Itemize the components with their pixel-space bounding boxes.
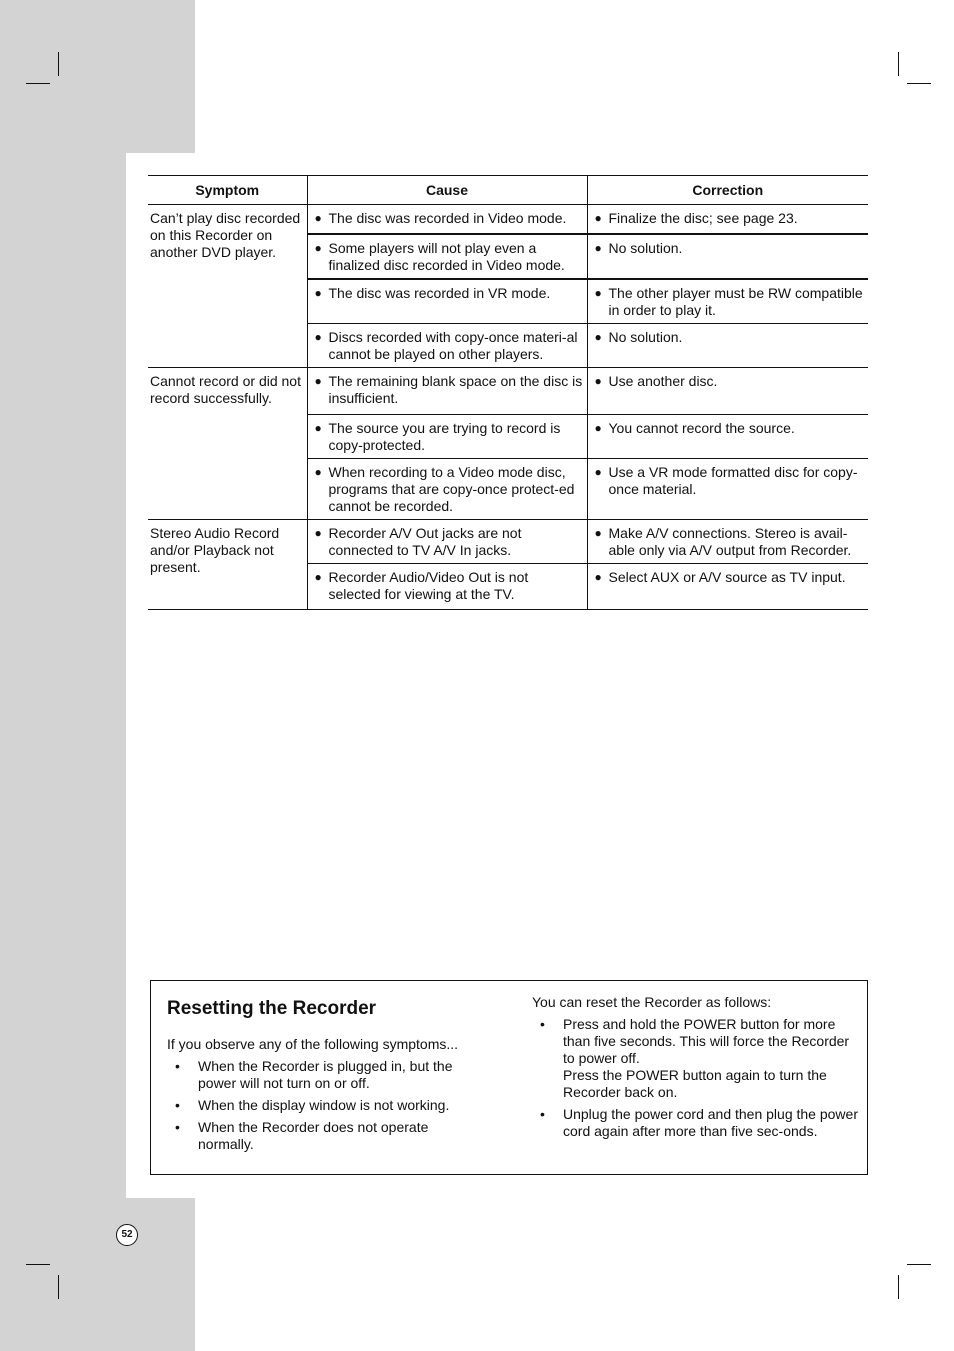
bullet: • <box>540 1016 545 1032</box>
header-symptom: Symptom <box>148 176 307 205</box>
bullet: ● <box>594 240 602 255</box>
bullet: • <box>540 1106 545 1122</box>
bullet: ● <box>314 525 322 540</box>
correction-cell <box>587 519 868 563</box>
header-correction: Correction <box>587 176 868 205</box>
correction-text: Select AUX or A/V source as TV input. <box>608 568 846 585</box>
bullet: ● <box>314 285 322 300</box>
cause-cell <box>307 234 587 279</box>
troubleshooting-table <box>148 175 868 610</box>
bullet: ● <box>594 211 602 225</box>
list-item <box>167 1058 477 1092</box>
correction-cell <box>587 323 868 367</box>
cause-text: Recorder Audio/Video Out is not selected for viewing at the TV. <box>328 568 529 602</box>
header-cause: Cause <box>307 176 587 205</box>
symptom-text: When the Recorder does not operate normally. <box>198 1119 429 1152</box>
correction-text: No solution. <box>608 328 683 345</box>
step-line: Press the POWER button again to turn the Recorder back on. <box>563 1067 827 1100</box>
page-number: 52 <box>116 1224 138 1246</box>
step-text <box>563 1016 864 1101</box>
crop-mark <box>907 1264 931 1265</box>
correction-text: No solution. <box>608 239 683 256</box>
correction-text: You cannot record the source. <box>608 419 795 436</box>
table-row <box>148 367 868 414</box>
bullet: ● <box>594 329 602 344</box>
crop-mark <box>58 52 59 76</box>
margin-strip-top <box>0 0 195 153</box>
table-row <box>148 205 868 234</box>
symptom-list <box>167 1058 477 1158</box>
cause-text: When recording to a Video mode disc, programs that are copy-once protect-ed cannot be recorded. <box>328 463 575 514</box>
cause-cell <box>307 458 587 519</box>
cause-text: Some players will not play even a finalized disc recorded in Video mode. <box>328 239 565 273</box>
margin-strip-bottom <box>0 1198 195 1351</box>
reset-steps-list <box>532 1016 864 1145</box>
margin-strip-middle <box>0 153 126 1198</box>
symptom-text: When the Recorder is plugged in, but the power will not turn on or off. <box>198 1058 453 1091</box>
bullet: ● <box>594 525 602 540</box>
reset-title: Resetting the Recorder <box>167 998 377 1019</box>
correction-cell <box>587 205 868 234</box>
bullet: ● <box>594 464 602 479</box>
crop-mark <box>898 52 899 76</box>
correction-cell <box>587 367 868 414</box>
correction-text: Use a VR mode formatted disc for copy-once material. <box>608 463 858 497</box>
cause-cell <box>307 367 587 414</box>
symptom-cell: Can’t play disc recorded on this Recorder on another DVD player. <box>148 205 307 368</box>
reset-method-intro: You can reset the Recorder as follows: <box>532 994 772 1010</box>
cause-cell <box>307 563 587 609</box>
crop-mark <box>898 1275 899 1299</box>
reset-intro: If you observe any of the following symptoms... <box>167 1036 459 1052</box>
cause-cell <box>307 414 587 458</box>
correction-text: Make A/V connections. Stereo is avail-able only via A/V output from Recorder. <box>608 524 852 558</box>
bullet: ● <box>594 285 602 300</box>
bullet: ● <box>314 464 322 479</box>
correction-cell <box>587 458 868 519</box>
cause-text: The disc was recorded in Video mode. <box>328 210 567 226</box>
crop-mark <box>26 83 50 84</box>
correction-cell <box>587 563 868 609</box>
bullet: • <box>175 1097 180 1113</box>
bullet: ● <box>594 569 602 584</box>
bullet: ● <box>314 373 322 388</box>
bullet: ● <box>314 569 322 584</box>
bullet: ● <box>314 211 322 225</box>
table-row <box>148 519 868 563</box>
bullet: • <box>175 1058 180 1074</box>
symptom-text: When the display window is not working. <box>198 1097 450 1113</box>
cause-text: The source you are trying to record is copy-protected. <box>328 419 561 453</box>
cause-text: The disc was recorded in VR mode. <box>328 284 551 301</box>
crop-mark <box>58 1275 59 1299</box>
correction-cell <box>587 279 868 324</box>
cause-text: Recorder A/V Out jacks are not connected to TV A/V In jacks. <box>328 524 522 558</box>
crop-mark <box>907 83 931 84</box>
bullet: ● <box>314 329 322 344</box>
cause-text: Discs recorded with copy-once materi-al cannot be played on other players. <box>328 328 578 362</box>
bullet: ● <box>314 240 322 255</box>
correction-text: Finalize the disc; see page 23. <box>608 210 798 226</box>
correction-text: Use another disc. <box>608 372 718 389</box>
bullet: ● <box>314 420 322 435</box>
list-item <box>167 1097 477 1114</box>
cause-cell <box>307 205 587 234</box>
correction-text: The other player must be RW compatible in order to play it. <box>608 284 863 318</box>
list-item <box>167 1119 477 1153</box>
bullet: • <box>175 1119 180 1135</box>
table-header-row <box>148 176 868 205</box>
cause-cell <box>307 323 587 367</box>
symptom-cell: Stereo Audio Record and/or Playback not present. <box>148 519 307 609</box>
list-item <box>532 1016 864 1101</box>
list-item <box>532 1106 864 1140</box>
symptom-cell: Cannot record or did not record successfully. <box>148 367 307 519</box>
cause-text: The remaining blank space on the disc is insufficient. <box>328 372 583 406</box>
correction-cell <box>587 234 868 279</box>
reset-section <box>150 980 868 1175</box>
step-text: Unplug the power cord and then plug the power cord again after more than five sec-onds. <box>563 1106 858 1139</box>
bullet: ● <box>594 420 602 435</box>
cause-cell <box>307 519 587 563</box>
cause-cell <box>307 279 587 324</box>
crop-mark <box>26 1264 50 1265</box>
step-line: Press and hold the POWER button for more than five seconds. This will force the Recorder to power off. <box>563 1016 850 1066</box>
correction-cell <box>587 414 868 458</box>
bullet: ● <box>594 373 602 388</box>
